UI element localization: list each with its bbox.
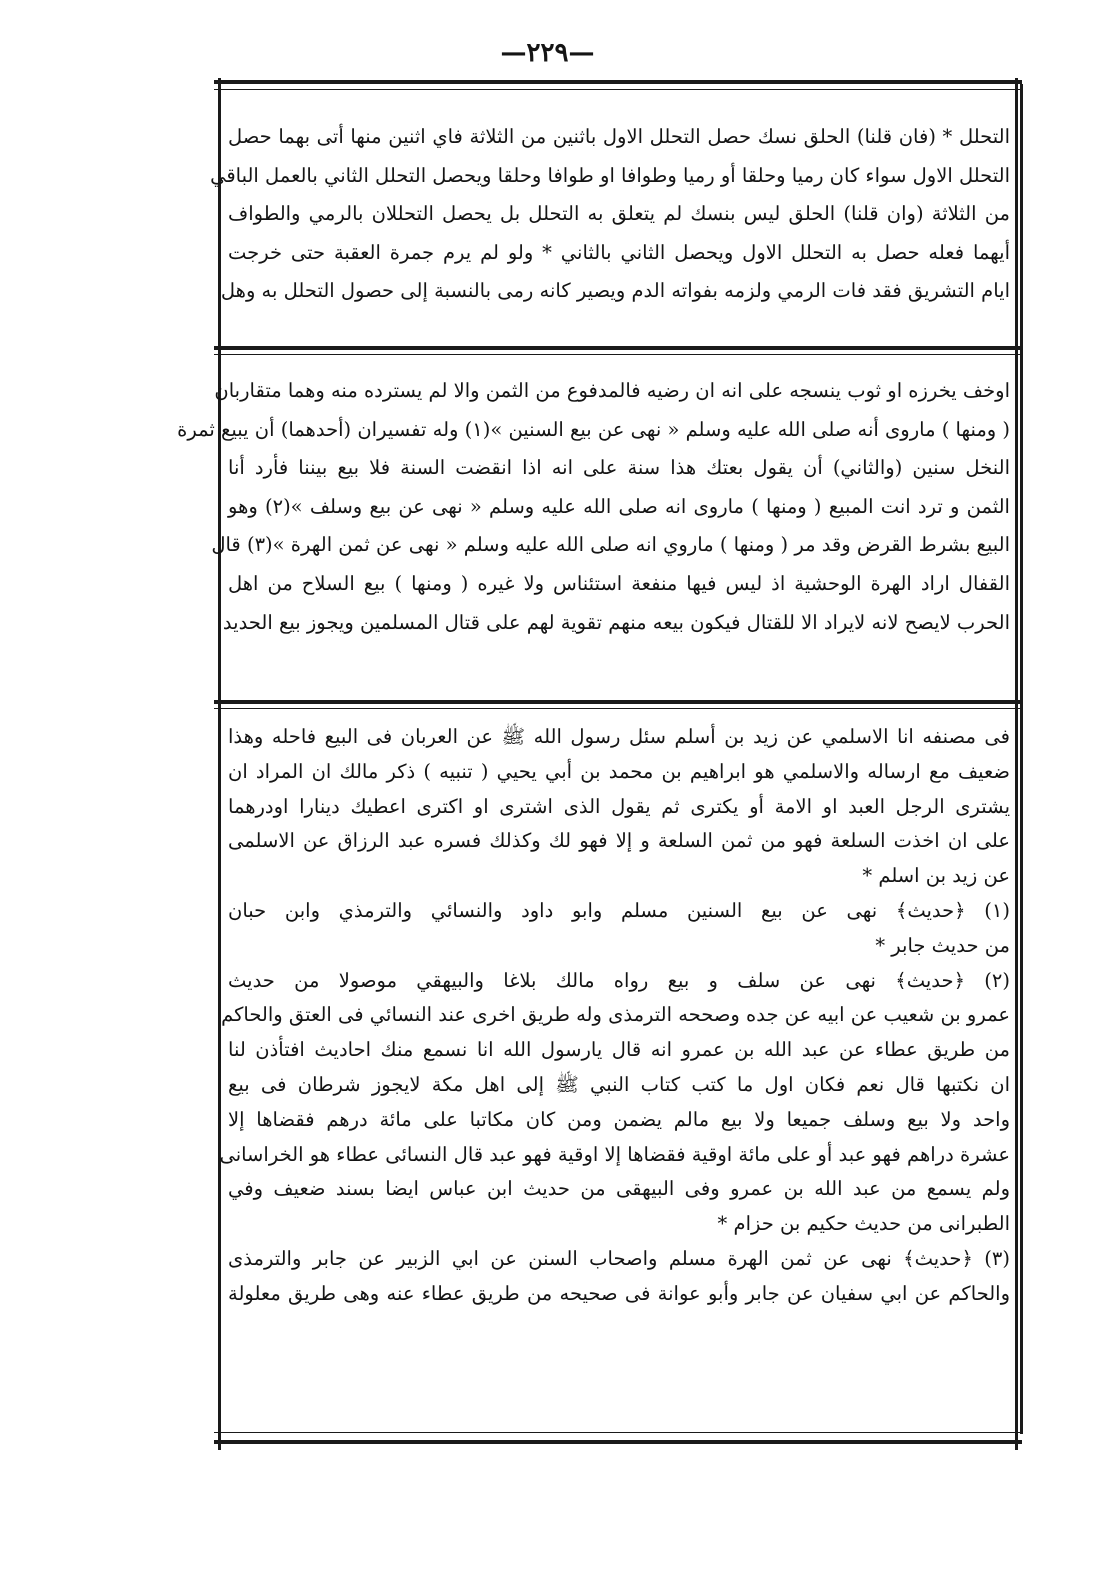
footnote-line: ولم يسمع من عبد الله بن عمرو وفى البيهقى من حديث ابن عباس ايضا بسند ضعيف وفي (228, 1177, 1010, 1201)
top-rule (214, 80, 1022, 84)
text-line: الثمن و ترد انت المبيع ( ومنها ) ماروى انه صلى الله عليه وسلم « نهى عن بيع وسلف »(٢) وهو (228, 494, 1010, 518)
divider-commentary (214, 346, 1022, 350)
footnote-line: (٢) ﴿حديث﴾ نهى عن سلف و بيع رواه مالك بلاغا والبيهقي موصولا من حديث (228, 968, 1010, 992)
upper-text-block (210, 118, 1010, 311)
footnote-line: ضعيف مع ارساله والاسلمي هو ابراهيم بن محمد بن أبي يحيي ( تنبيه ) ذكر مالك ان المراد ان (228, 759, 1010, 783)
page-number: —٢٢٩— (500, 38, 595, 68)
footnote-line: (٣) ﴿حديث﴾ نهى عن ثمن الهرة مسلم واصحاب السنن عن ابي الزبير عن جابر والترمذى (228, 1246, 1010, 1270)
footnote-line: الطبرانى من حديث حكيم بن حزام * (717, 1212, 1010, 1236)
divider-commentary-inner (214, 354, 1022, 355)
footnote-line: عن زيد بن اسلم * (862, 864, 1010, 888)
text-line: ( ومنها ) ماروى أنه صلى الله عليه وسلم « نهى عن بيع السنين »(١) وله تفسيران (أحدهما) أن يبيع ثمرة (177, 417, 1010, 441)
text-line: من الثلاثة (وان قلنا) الحلق ليس بنسك لم يتعلق به التحلل بل يحصل التحللان بالرمي والطواف (228, 202, 1010, 226)
bottom-rule-inner (214, 1432, 1022, 1433)
footnote-line: يشترى الرجل العبد او الامة أو يكترى ثم يقول الذى اشترى او اكترى اعطيك دينارا اودرهما (228, 794, 1010, 818)
middle-text-block (177, 372, 1010, 642)
footnote-line: واحد ولا بيع وسلف جميعا ولا بيع مالم يضمن ومن كان مكاتبا على مائة درهم فقضاها إلا (228, 1107, 1010, 1131)
text-line: البيع بشرط القرض وقد مر ( ومنها ) ماروي انه صلى الله عليه وسلم « نهى عن ثمن الهرة »(٣) قال (211, 533, 1010, 557)
divider-footnotes (214, 700, 1022, 704)
text-line: التحلل الاول سواء كان رميا وحلقا أو رميا وطوافا او طوافا وحلقا ويحصل التحلل الثاني بالعمل الباقي (210, 163, 1010, 187)
footnote-line: فى مصنفه انا الاسلمي عن زيد بن أسلم سئل رسول الله ﷺ عن العربان فى البيع فاحله وهذا (228, 725, 1010, 748)
text-line: أيهما فعله حصل به التحلل الاول ويحصل الثاني بالثاني * ولو لم يرم جمرة العقبة حتى خرجت (228, 240, 1010, 264)
text-line: التحلل * (فان قلنا) الحلق نسك حصل التحلل الاول باثنين من الثلاثة فاي اثنين منها أتى بهما حصل (228, 125, 1010, 148)
text-line: النخل سنين (والثاني) أن يقول بعتك هذا سنة على انه اذا انقضت السنة فلا بيع بيننا فأرد أنا (228, 456, 1010, 480)
footnotes-block (219, 720, 1010, 1312)
top-rule-inner (214, 89, 1022, 90)
footnote-line: عشرة دراهم فهو عبد أو على مائة اوقية فقضاها إلا اوقية فهو عبد قال النسائى عطاء هو الخراسانى (219, 1142, 1010, 1166)
footnote-line: والحاكم عن ابي سفيان عن جابر وأبو عوانة فى صحيحه من طريق عطاء عنه وهى طريق معلولة (228, 1281, 1010, 1305)
footnote-line: من طريق عطاء عن عبد الله بن عمرو انه قال يارسول الله انا نسمع منك احاديث افتأذن لنا (228, 1038, 1010, 1062)
footnote-line: من حديث جابر * (875, 933, 1010, 957)
divider-footnotes-inner (214, 708, 1022, 709)
text-line: اوخف يخرزه او ثوب ينسجه على انه ان رضيه فالمدفوع من الثمن والا لم يسترده منه وهما متقاربان (214, 379, 1010, 402)
text-line: القفال اراد الهرة الوحشية اذ ليس فيها منفعة استئناس ولا غيره ( ومنها ) بيع السلاح من اهل (228, 571, 1010, 595)
bottom-rule (214, 1440, 1022, 1444)
footnote-line: (١) ﴿حديث﴾ نهى عن بيع السنين مسلم وابو داود والنسائي والترمذي وابن حبان (228, 898, 1010, 922)
footnote-line: عمرو بن شعيب عن ابيه عن جده وصححه الترمذى وله طريق اخرى عند النسائي فى العتق والحاكم (221, 1003, 1010, 1027)
footnote-line: ان نكتبها قال نعم فكان اول ما كتب كتاب النبي ﷺ إلى اهل مكة لايجوز شرطان فى بيع (228, 1072, 1010, 1096)
footnote-line: على ان اخذت السلعة فهو من ثمن السلعة و إلا فهو لك وكذلك فسره عبد الرزاق عن الاسلمى (228, 829, 1010, 853)
text-line: الحرب لايصح لانه لايراد الا للقتال فيكون بيعه منهم تقوية لهم على قتال المسلمين ويجوز بيع الحديد (222, 610, 1010, 634)
text-line: ايام التشريق فقد فات الرمي ولزمه بفواته الدم ويصير كانه رمى بالنسبة إلى حصول التحلل به وهل (220, 279, 1010, 303)
